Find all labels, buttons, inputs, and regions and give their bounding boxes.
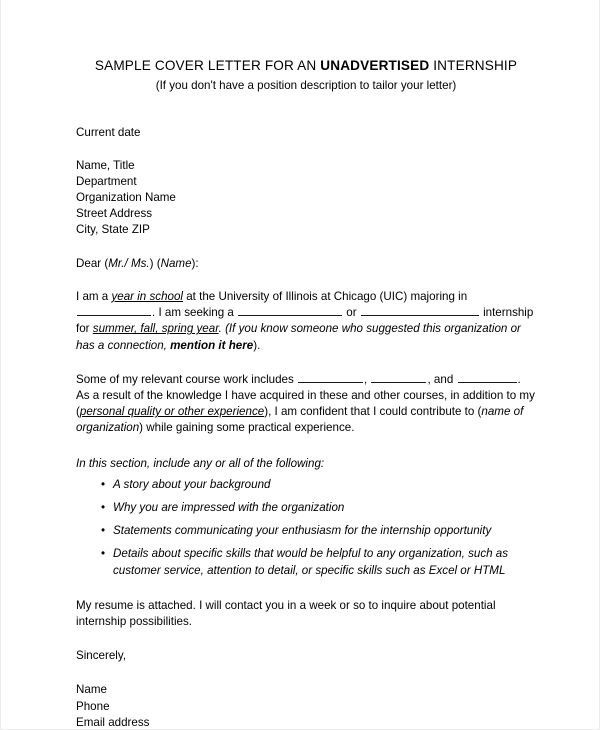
bullet-section-intro: In this section, include any or all of the following: [76,456,325,470]
p2-fill-in-blank-course-3 [458,372,517,383]
p2-fill-in-blank-course-1 [298,372,363,383]
p2-placeholder-personal-quality: personal quality or other experience [79,405,265,419]
p1-segment-2: at the University of Illinois at Chicago (UIC) majoring in [183,289,468,303]
signature-line: Name [76,683,107,697]
salutation-line [76,256,536,272]
p2-segment-7: contribute to ( [410,405,482,419]
p1-segment-8: ). [253,338,261,352]
page-title-text-after-bold: INTERNSHIP [429,58,518,73]
salutation-name-placeholder: Name [160,256,192,270]
salutation-suffix: ): [191,256,199,270]
p2-segment-2: , [364,372,371,386]
address-line: Street Address [76,207,153,221]
p1-segment-3: . I am seeking a [152,306,238,320]
list-item [76,477,536,493]
page-title-text-before-bold: SAMPLE COVER LETTER FOR AN [94,58,321,73]
p1-segment-6: . (If you know someone who suggested this [218,322,441,336]
p1-segment-4: or [343,306,360,320]
list-item-label: Why you are impressed with the organization [113,500,345,514]
p2-placeholder-organization-name: name of organization [76,405,524,435]
p2-segment-4: . As a result of the knowledge I have acquired in these and other courses, [76,372,521,402]
signature-block [76,682,536,730]
bullet-point-icon: • [101,524,106,538]
p1-segment-1: I am a [76,289,112,303]
page-title [76,58,536,75]
p1-placeholder-year-in-school: year in school [111,289,183,303]
address-line: Organization Name [76,191,176,205]
list-item-label: Details about specific skills that would be helpful to any organization, such as customer service, attention to detail, or specific skills such as Excel or HTML [113,547,509,577]
signature-line: Email address [76,715,150,729]
body-paragraph-3: My resume is attached. I will contact you in a week or so to inquire about potential internship possibilities. [76,598,496,628]
p1-fill-in-blank-position-1 [238,306,342,317]
salutation-prefix: Dear ( [76,256,109,270]
list-item [76,546,536,578]
p1-segment-5: internship for [76,306,534,336]
address-line: City, State ZIP [76,223,150,237]
bullet-list [76,477,536,579]
body-paragraph-1 [76,289,536,354]
bullet-point-icon: • [101,547,106,561]
recipient-address-block [76,158,536,239]
p1-fill-in-blank-position-2 [361,306,479,317]
address-line: Name, Title [76,158,135,172]
letter-content [76,0,536,730]
p1-placeholder-term: summer, fall, spring year [92,322,219,336]
p2-segment-8: ) while gaining some practical experience. [139,421,355,435]
salutation-honorific-placeholder: Mr./ Ms. [108,256,150,270]
address-line: Department [76,174,137,188]
bullet-point-icon: • [101,500,106,514]
body-paragraph-2 [76,372,536,437]
list-item-label: Statements communicating your enthusiasm for the internship opportunity [113,524,492,538]
list-item-label: A story about your background [113,477,271,491]
p1-fill-in-blank-major [77,306,151,317]
date-line: Current date [76,126,141,140]
page-subtitle: (If you don't have a position description to tailor your letter) [155,78,457,92]
p1-emphasis-mention-it-here: mention it here [170,338,254,352]
bullet-point-icon: • [101,477,106,491]
p2-segment-3: , and [427,372,454,386]
list-item [76,523,536,539]
closing-line: Sincerely, [76,649,127,663]
list-item [76,500,536,516]
page-title-emphasis: UNADVERTISED [320,58,430,73]
p2-segment-6: ), I am confident that I could [264,405,408,419]
p1-segment-7: organization or has a connection, [76,322,521,352]
p2-fill-in-blank-course-2 [371,372,426,383]
p2-segment-5: in addition to my ( [76,388,535,419]
p2-segment-1: Some of my relevant course work includes [76,372,298,386]
signature-line: Phone [76,699,110,713]
salutation-middle: ) ( [149,256,161,270]
